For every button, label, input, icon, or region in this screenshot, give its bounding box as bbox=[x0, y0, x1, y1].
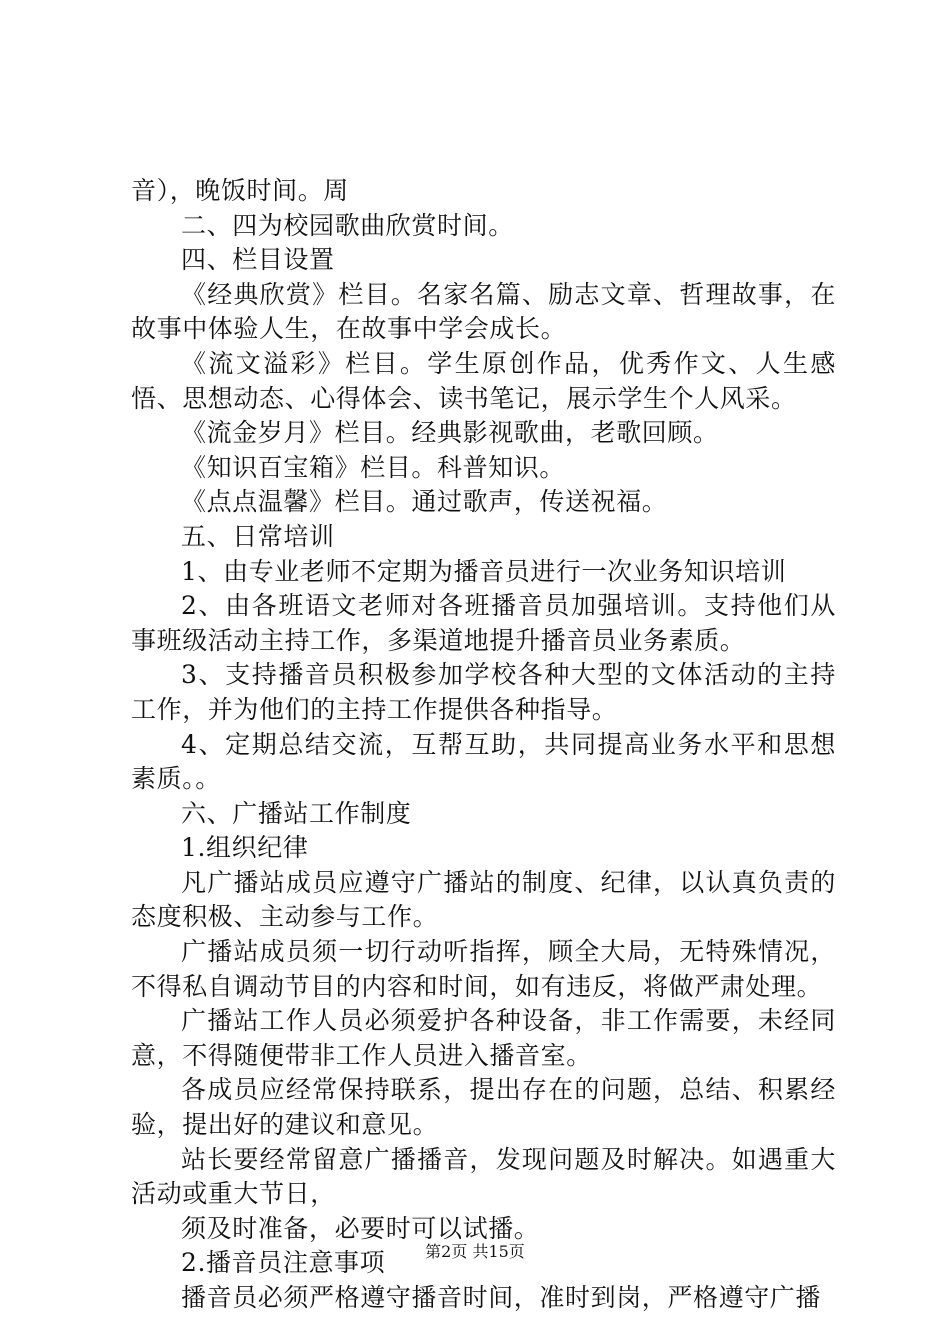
paragraph: 3、支持播音员积极参加学校各种大型的文体活动的主持工作，并为他们的主持工作提供各种指导。 bbox=[131, 660, 836, 724]
paragraph: 2.播音员注意事项 bbox=[181, 1248, 386, 1278]
paragraph: 《流文溢彩》栏目。学生原创作品，优秀作文、人生感悟、思想动态、心得体会、读书笔记，展示学生个人风采。 bbox=[131, 348, 836, 413]
paragraph: 二、四为校园歌曲欣赏时间。 bbox=[181, 210, 514, 240]
paragraph: 五、日常培训 bbox=[181, 521, 335, 551]
document-body bbox=[131, 174, 836, 1316]
paragraph: 须及时准备，必要时可以试播。 bbox=[181, 1213, 540, 1243]
paragraph: 四、栏目设置 bbox=[181, 245, 335, 275]
paragraph: 2、由各班语文老师对各班播音员加强培训。支持他们从事班级活动主持工作，多渠道地提升播音员业务素质。 bbox=[131, 591, 836, 655]
paragraph: 凡广播站成员应遵守广播站的制度、纪律，以认真负责的态度积极、主动参与工作。 bbox=[131, 867, 836, 932]
paragraph: 《经典欣赏》栏目。名家名篇、励志文章、哲理故事，在故事中体验人生，在故事中学会成长。 bbox=[131, 279, 836, 344]
paragraph: 广播站成员须一切行动听指挥，顾全大局，无特殊情况，不得私自调动节目的内容和时间，如有违反，将做严肃处理。 bbox=[131, 937, 836, 1001]
paragraph: 《点点温馨》栏目。通过歌声，传送祝福。 bbox=[181, 487, 668, 517]
page-footer: 第2页 共15页 bbox=[425, 1242, 525, 1261]
paragraph: 播音员必须严格遵守播音时间，准时到岗，严格遵守广播 bbox=[181, 1283, 822, 1312]
paragraph: 站长要经常留意广播播音，发现问题及时解决。如遇重大活动或重大节日， bbox=[131, 1144, 836, 1209]
paragraph: 音），晚饭时间。周 bbox=[131, 176, 349, 205]
paragraph: 4、定期总结交流，互帮互助，共同提高业务水平和思想素质。。 bbox=[131, 729, 836, 794]
paragraph: 广播站工作人员必须爱护各种设备，非工作需要，未经同意，不得随便带非工作人员进入播音室。 bbox=[131, 1006, 836, 1070]
paragraph: 《知识百宝箱》栏目。科普知识。 bbox=[181, 452, 566, 482]
paragraph: 各成员应经常保持联系，提出存在的问题，总结、积累经验，提出好的建议和意见。 bbox=[131, 1075, 836, 1140]
paragraph: 《流金岁月》栏目。经典影视歌曲，老歌回顾。 bbox=[181, 418, 719, 448]
paragraph: 1.组织纪律 bbox=[181, 833, 309, 863]
paragraph: 六、广播站工作制度 bbox=[181, 798, 412, 828]
paragraph: 1、由专业老师不定期为播音员进行一次业务知识培训 bbox=[181, 556, 787, 586]
